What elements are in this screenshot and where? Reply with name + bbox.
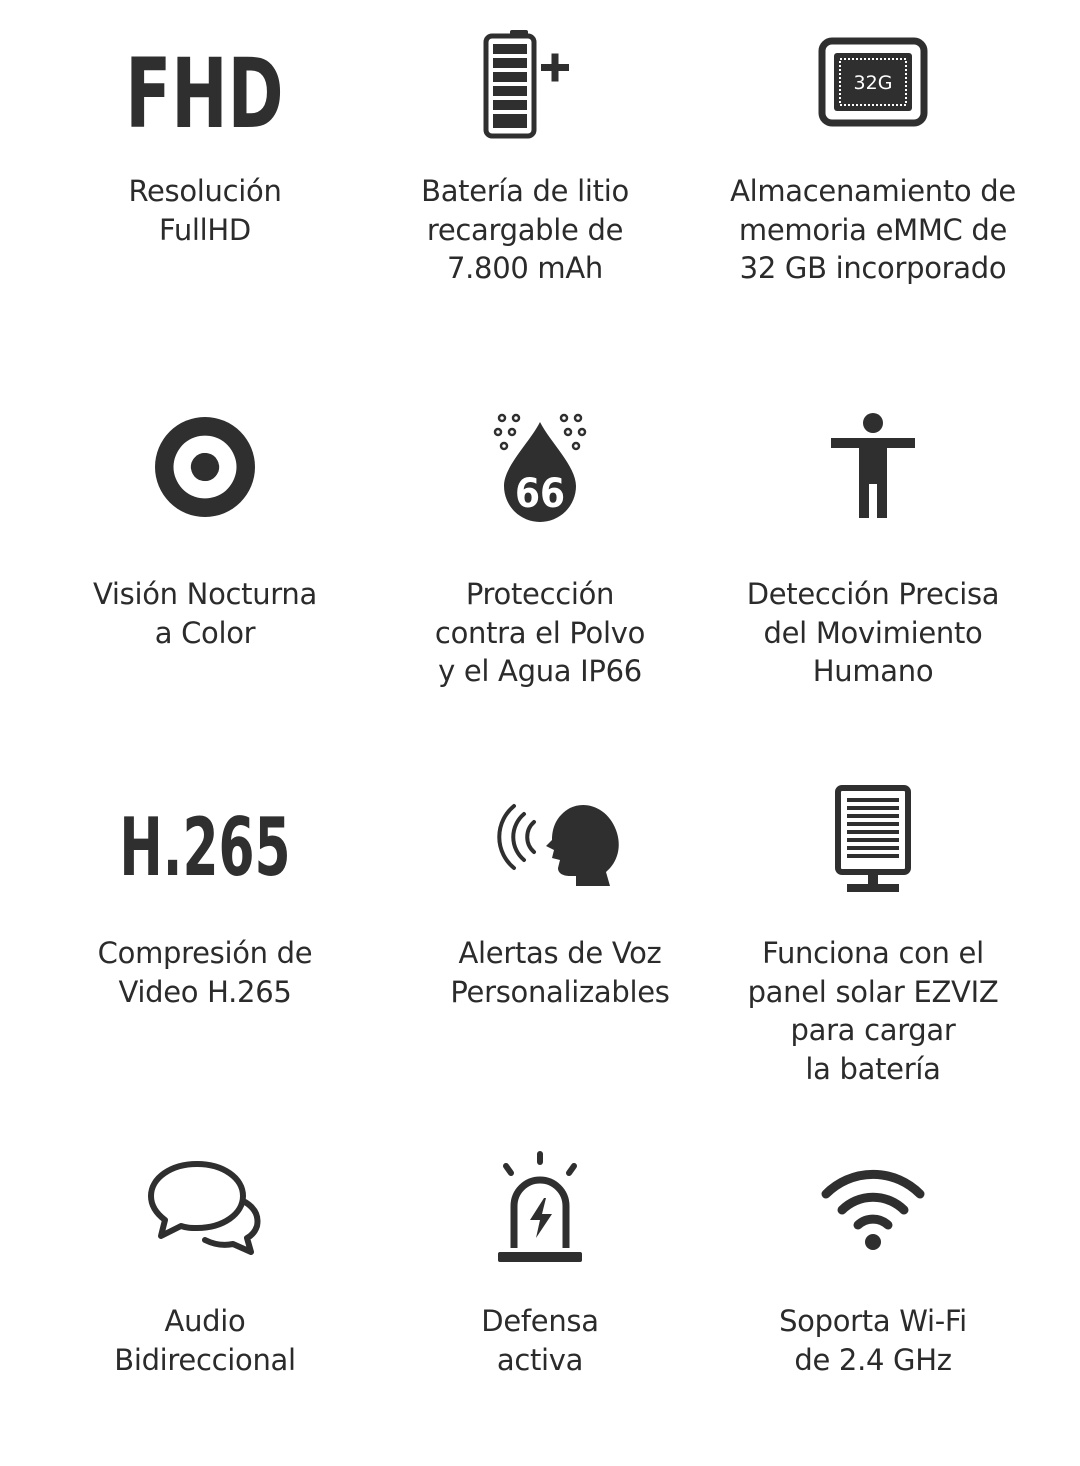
- solar-panel-icon: [693, 784, 1053, 896]
- feature-label: Batería de litio recargable de 7.800 mAh: [421, 174, 629, 285]
- wifi-icon: [693, 1162, 1053, 1252]
- battery-plus-icon: [345, 28, 705, 140]
- feature-label: Resolución FullHD: [128, 174, 282, 247]
- human-figure-icon: [693, 410, 1053, 522]
- fhd-icon: [25, 30, 385, 151]
- feature-label: Almacenamiento de memoria eMMC de 32 GB incorporado: [730, 174, 1016, 285]
- fhd-icon-text: FHD: [125, 38, 284, 151]
- feature-label: Compresión de Video H.265: [97, 936, 313, 1009]
- feature-label: Protección contra el Polvo y el Agua IP66: [434, 577, 646, 688]
- ip-rating-text: 66: [514, 471, 566, 517]
- speaking-head-icon: [380, 790, 740, 890]
- chat-bubbles-icon: [25, 1156, 385, 1260]
- feature-label: Detección Precisa del Movimiento Humano: [746, 577, 1000, 688]
- feature-label: Visión Nocturna a Color: [93, 577, 317, 650]
- aperture-icon: [25, 412, 385, 522]
- feature-label: Funciona con el panel solar EZVIZ para cargar la batería: [747, 936, 999, 1086]
- chip-label: 32G: [853, 72, 893, 94]
- feature-label: Defensa activa: [481, 1304, 599, 1377]
- water-drop-ip66-icon: [360, 410, 720, 522]
- feature-label: Audio Bidireccional: [114, 1304, 296, 1377]
- siren-icon: [360, 1148, 720, 1268]
- memory-chip-icon: [693, 36, 1053, 128]
- h265-icon: [25, 796, 385, 895]
- h265-icon-text: H.265: [119, 801, 291, 895]
- feature-label: Soporta Wi-Fi de 2.4 GHz: [779, 1304, 967, 1377]
- feature-label: Alertas de Voz Personalizables: [450, 936, 670, 1009]
